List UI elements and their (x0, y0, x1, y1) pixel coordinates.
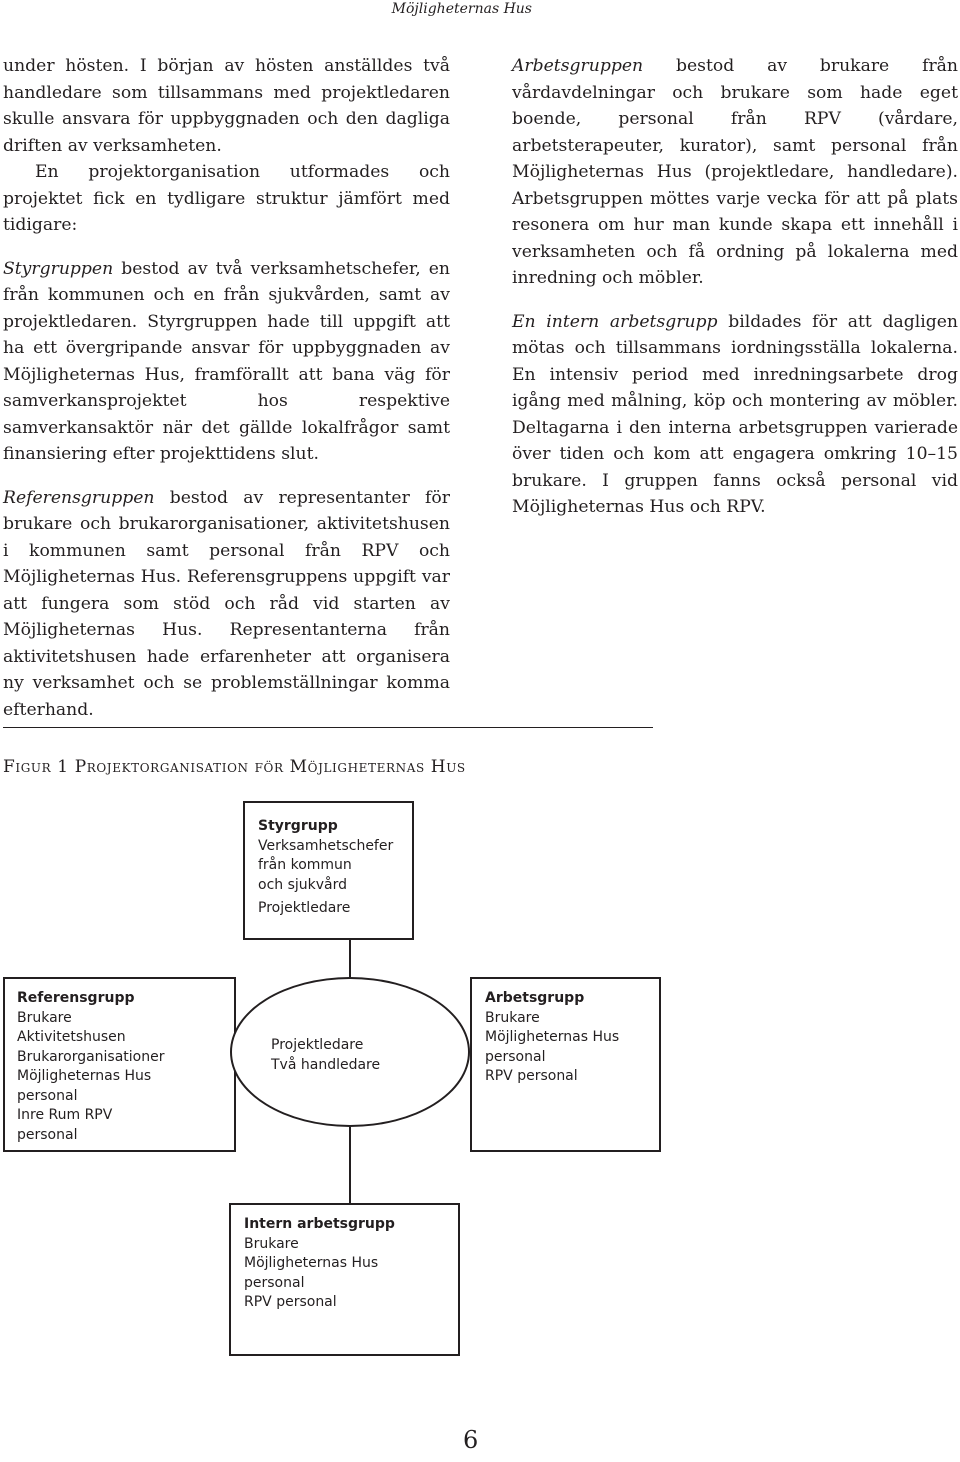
box-line: personal (485, 1048, 546, 1065)
box-line: Brukarorganisationer (17, 1048, 165, 1065)
paragraph-text: bestod av brukare från vårdavdelningar och brukare som hade eget boende, personal från RPV (vårdare, arbetsterapeuter, kurator), samt personal från Möjligheternas Hus (projektledare, handledare). Arbetsgruppen möttes varje vecka för att på plats resonera om hur man kunde skapa ett innehåll i verksamheten och få ordning på lokalerna med inredning och möbler. (512, 56, 958, 288)
box-referensgrupp (3, 977, 236, 1152)
ellipse-projektledning (230, 977, 470, 1127)
box-line: personal (17, 1087, 78, 1104)
box-line: Brukare (485, 1009, 540, 1026)
box-line: Verksamhetschefer (258, 837, 394, 854)
box-line: från kommun (258, 857, 352, 873)
paragraph: En projektorganisation utformades och projektet fick en tydligare struktur jämfört med tidigare: (3, 162, 450, 235)
box-line: Projektledare (258, 900, 351, 916)
box-title: Intern arbetsgrupp (244, 1216, 395, 1232)
box-line: RPV personal (485, 1068, 578, 1084)
box-title: Referensgrupp (17, 990, 135, 1006)
box-title: Styrgrupp (258, 818, 338, 834)
ellipse-line: Projektledare (271, 1037, 364, 1053)
term-intern-arbetsgrupp: En intern arbetsgrupp (512, 311, 718, 332)
box-title: Arbetsgrupp (485, 990, 585, 1006)
paragraph-text: bestod av två verksamhetschefer, en från kommunen och en från sjukvården, samt av projektledaren. Styrgruppen hade till uppgift att ha ett övergripande ansvar för uppbyggnaden av Möjligheternas Hus, framförallt att bana väg för samverkansprojektet hos respektive samverkansaktör när det gällde lokalfrågor samt finansiering efter projekttidens slut. (3, 258, 450, 464)
box-intern-arbetsgrupp (229, 1203, 460, 1356)
term-arbetsgruppen: Arbetsgruppen (512, 56, 644, 76)
paragraph-text: bestod av representanter för brukare och brukarorganisationer, aktivitetshusen i kommunen samt personal från RPV och Möjligheternas Hus. Referensgruppens uppgift var att fungera som stöd och råd vid starten av Möjligheternas Hus. Representanterna från aktivitetshusen hade erfarenheter att organisera ny verksamhet och se problemställningar komma efterhand. (3, 487, 450, 720)
ellipse-line: Två handledare (271, 1057, 381, 1073)
page-number: 6 (463, 1426, 479, 1454)
box-line: Brukare (244, 1235, 299, 1252)
box-line: Möjligheternas Hus (485, 1029, 620, 1045)
box-line: Inre Rum RPV (17, 1107, 113, 1123)
box-line: personal (244, 1274, 305, 1291)
box-arbetsgrupp (470, 977, 661, 1152)
box-line: Aktivitetshusen (17, 1029, 126, 1045)
box-line: och sjukvård (258, 876, 348, 893)
box-line: Brukare (17, 1009, 72, 1026)
running-header: Möjligheternas Hus (391, 1, 532, 17)
box-line: RPV personal (244, 1294, 337, 1310)
box-line: Möjligheternas Hus (17, 1068, 152, 1084)
paragraph: under hösten. I början av hösten anställdes två handledare som tillsammans med projektledaren skulle ansvara för uppbyggnaden och den dagliga driften av verksamheten. (3, 56, 450, 156)
term-referensgruppen: Referensgruppen (3, 487, 155, 508)
term-styrgruppen: Styrgruppen (3, 258, 114, 279)
box-line: personal (17, 1126, 78, 1143)
figure-caption: Figur 1 Projektorganisation för Möjligheternas Hus (3, 757, 466, 777)
box-styrgrupp (243, 801, 414, 940)
box-line: Möjligheternas Hus (244, 1255, 379, 1271)
paragraph-text: bildades för att dagligen mötas och tillsammans iordningsställa lokalerna. En intensiv period med inredningsarbete drog igång med målning, köp och montering av möbler. Deltagarna i den interna arbetsgruppen varierade över tiden och kom att engagera omkring 10–15 brukare. I gruppen fanns också personal vid Möjligheternas Hus och RPV. (512, 311, 958, 517)
